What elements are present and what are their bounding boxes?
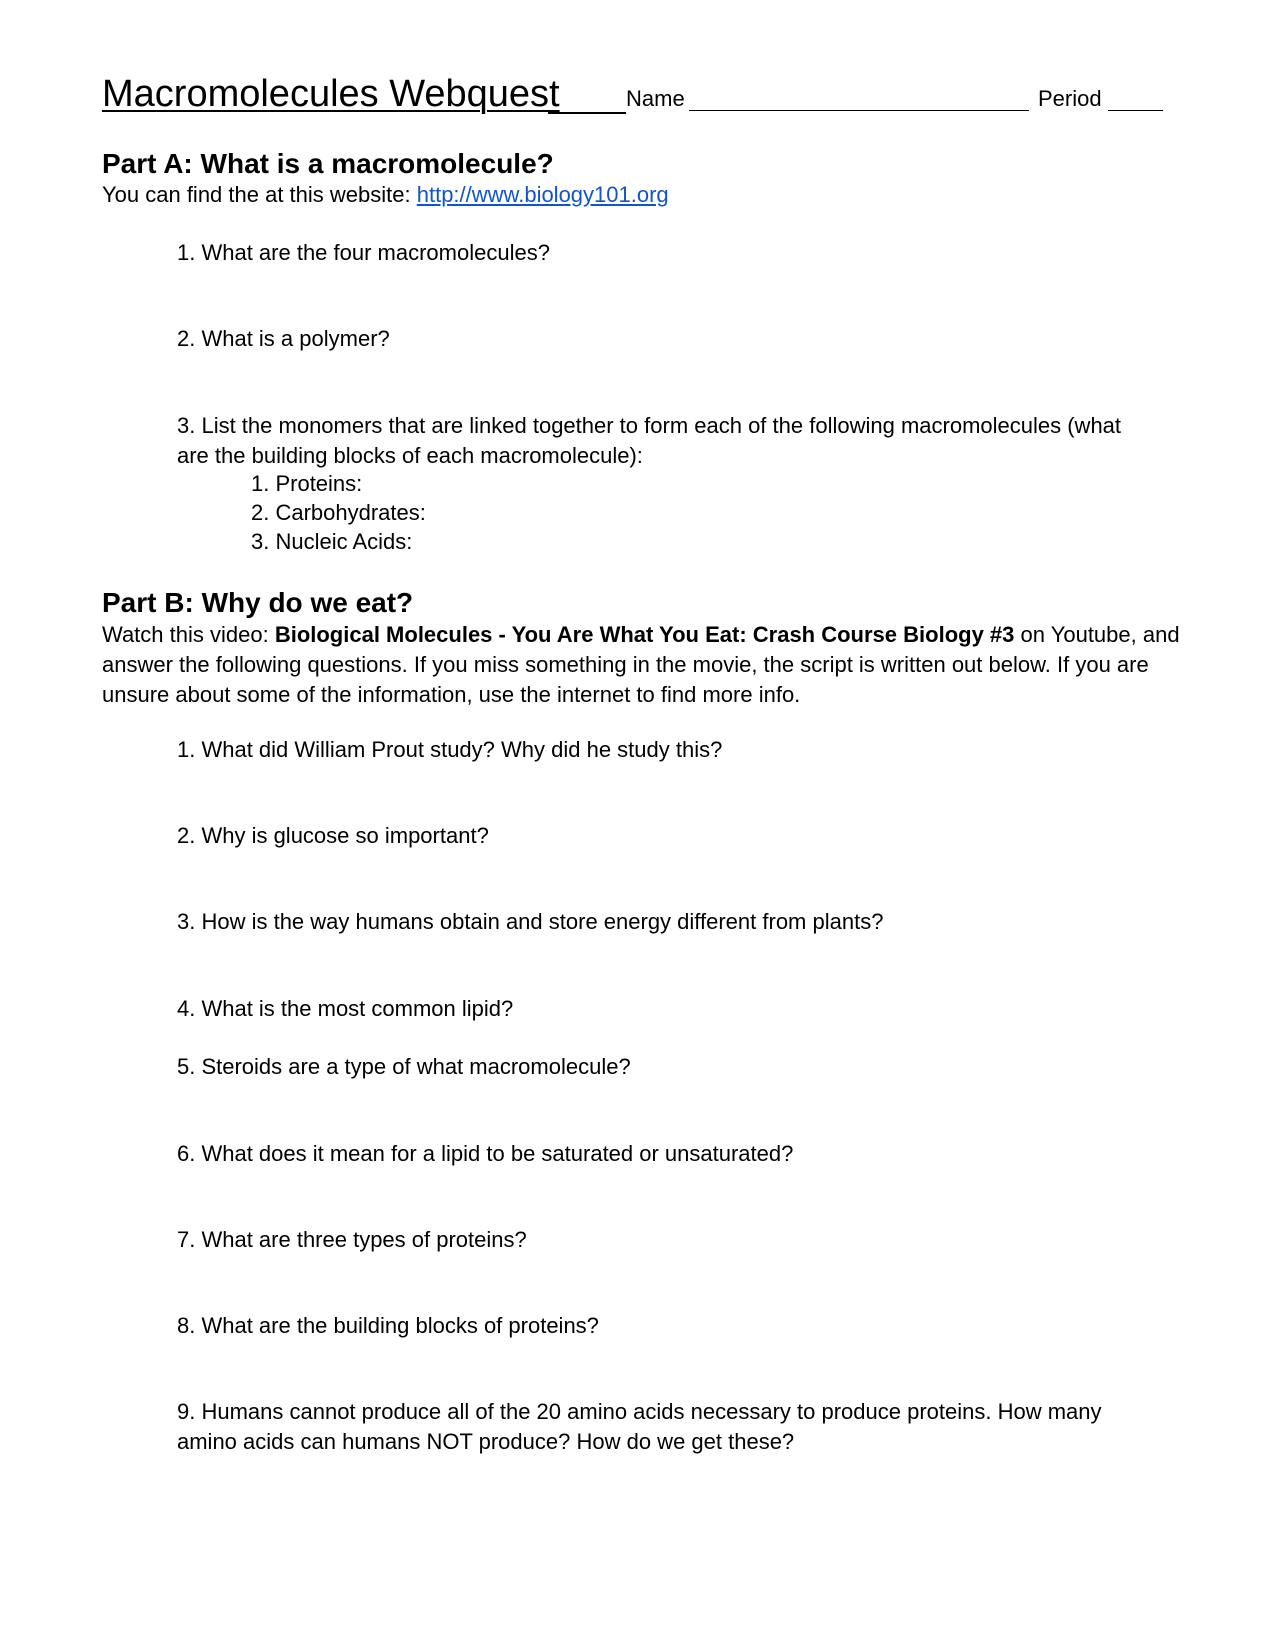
period-blank-line[interactable] (1108, 110, 1163, 111)
part-a-question-1: 1. What are the four macromolecules? (177, 240, 550, 265)
part-b-question-4: 4. What is the most common lipid? (177, 996, 514, 1021)
part-b-question-7: 7. What are three types of proteins? (177, 1227, 527, 1252)
part-b-question-2: 2. Why is glucose so important? (177, 823, 489, 848)
video-title: Biological Molecules - You Are What You Eat: Crash Course Biology #3 (274, 622, 1015, 647)
part-b-heading: Part B: Why do we eat? (102, 587, 414, 618)
part-b-question-6: 6. What does it mean for a lipid to be saturated or unsaturated? (177, 1141, 794, 1166)
part-b-intro-prefix: Watch this video: (102, 622, 275, 647)
name-blank-line[interactable] (689, 110, 1029, 111)
document-title: Macromolecules Webquest (102, 73, 560, 115)
part-a-intro (102, 180, 1192, 210)
monomer-item-carbohydrates: 2. Carbohydrates: (251, 500, 426, 525)
header-row (102, 72, 1182, 120)
part-a-question-3: 3. List the monomers that are linked together to form each of the following macromolecules (what are the building blocks of each macromolecule): (177, 413, 1122, 468)
part-a-intro-text: You can find the at this website: (102, 182, 417, 207)
biology101-link[interactable]: http://www.biology101.org (416, 182, 669, 207)
monomer-item-nucleic-acids: 3. Nucleic Acids: (251, 529, 413, 554)
title-underline-extension (548, 112, 626, 114)
part-b-question-9: 9. Humans cannot produce all of the 20 amino acids necessary to produce proteins. How many amino acids can humans NOT produce? How do we get these? (177, 1399, 1102, 1454)
part-b-intro-suffix: on Youtube, and answer the following questions. If you miss something in the movie, the script is written out below. If you are unsure about some of the information, use the internet to find more info. (102, 622, 1180, 707)
part-b-question-8: 8. What are the building blocks of proteins? (177, 1313, 599, 1338)
part-b-question-1: 1. What did William Prout study? Why did he study this? (177, 737, 723, 762)
part-b-intro (102, 620, 1182, 710)
name-label: Name (626, 86, 685, 111)
part-b-question-3: 3. How is the way humans obtain and store energy different from plants? (177, 909, 884, 934)
part-a-heading: Part A: What is a macromolecule? (102, 148, 554, 179)
monomer-item-proteins: 1. Proteins: (251, 471, 363, 496)
part-b-question-5: 5. Steroids are a type of what macromolecule? (177, 1054, 631, 1079)
period-label: Period (1038, 86, 1102, 111)
part-a-question-2: 2. What is a polymer? (177, 326, 390, 351)
